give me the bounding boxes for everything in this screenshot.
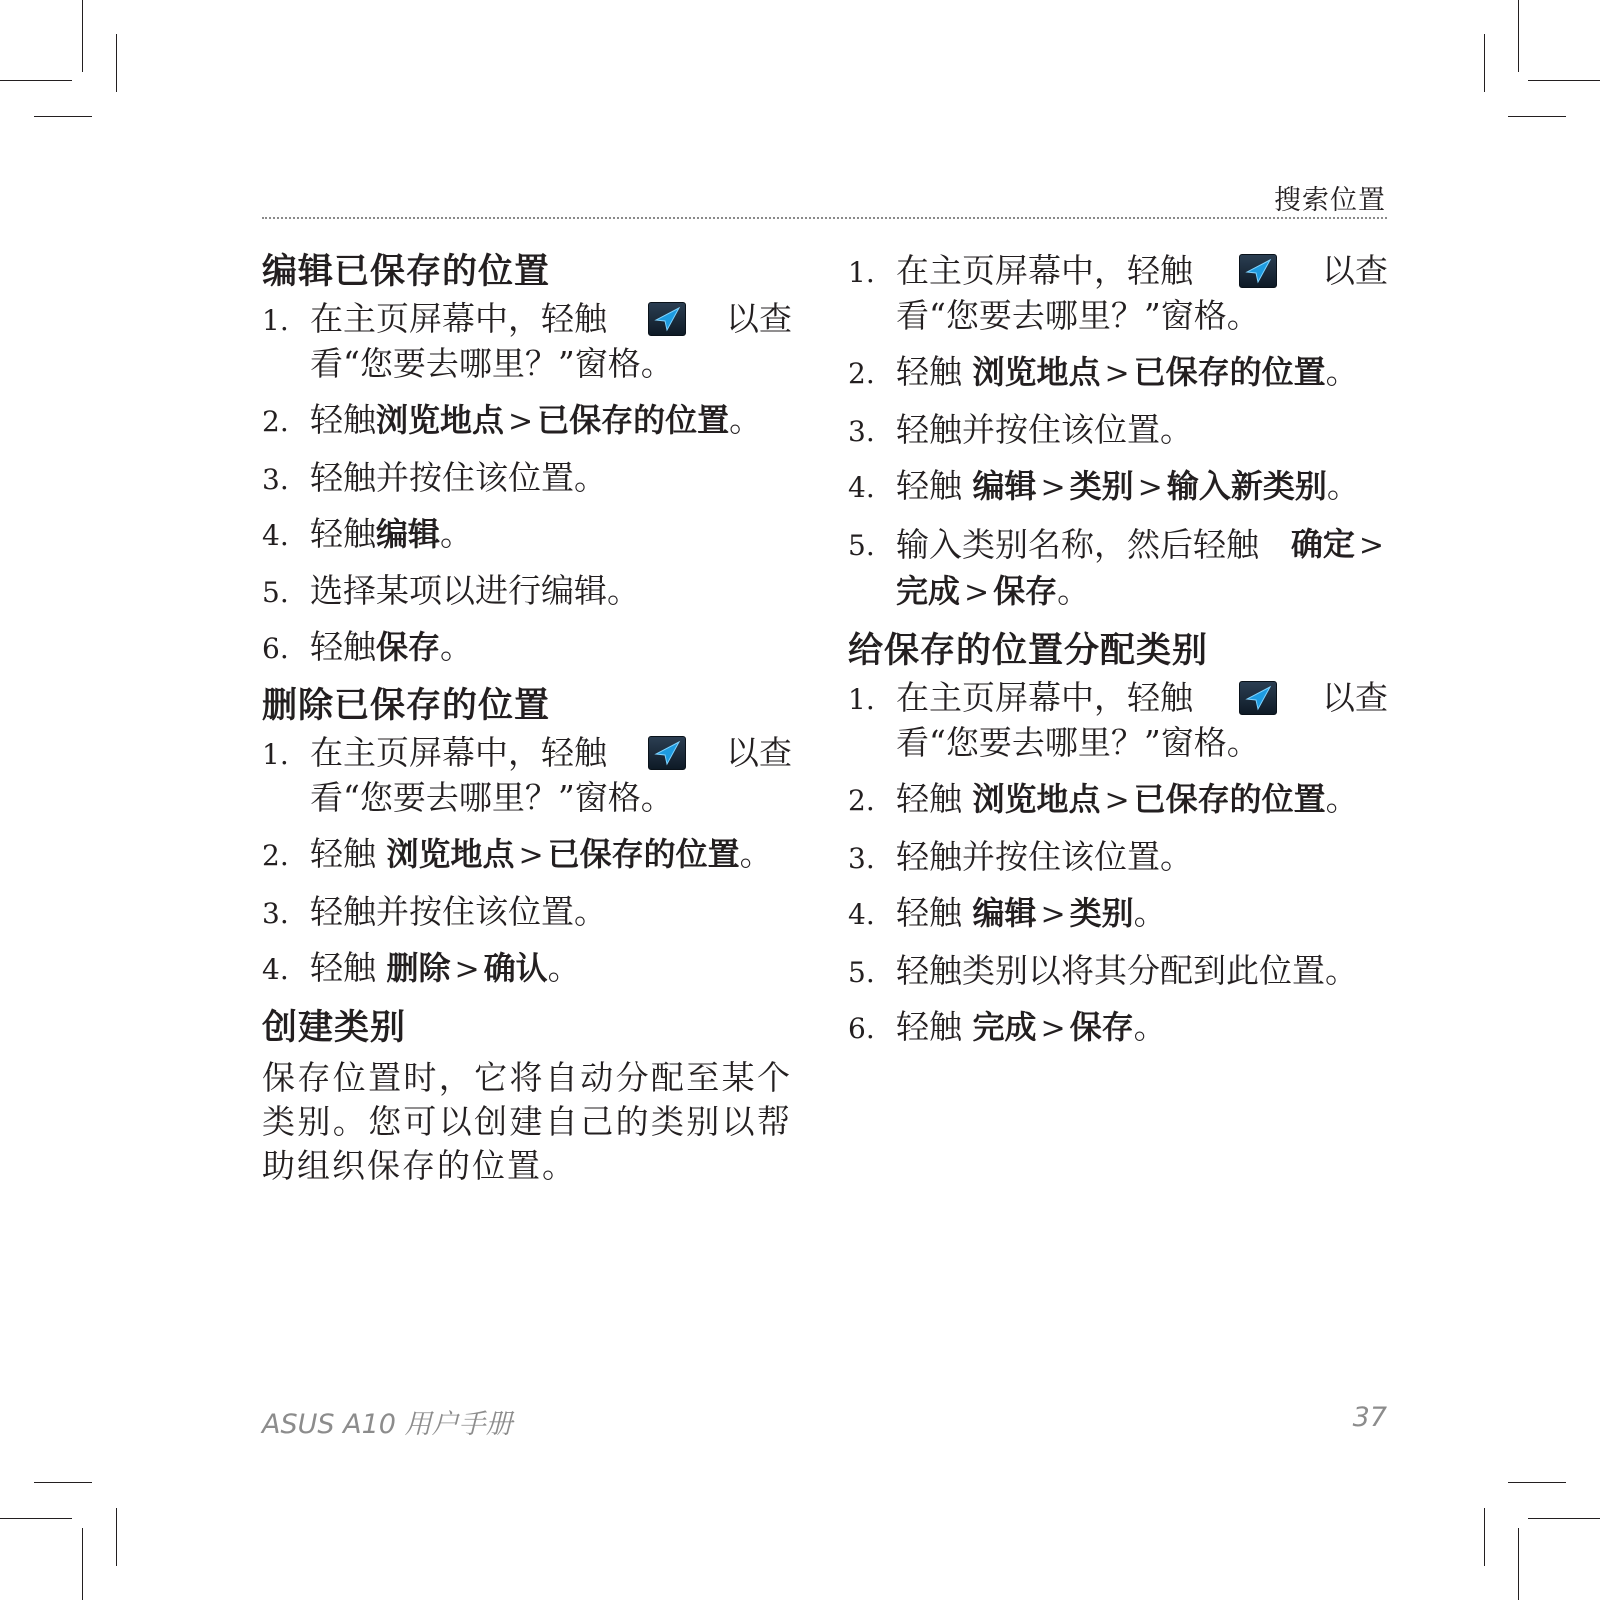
list-item	[848, 948, 1388, 993]
crop-mark	[82, 1528, 83, 1600]
crop-mark	[1518, 1528, 1519, 1600]
list-item	[848, 1004, 1388, 1051]
separator: >	[508, 404, 534, 439]
step-number: 5.	[848, 529, 875, 562]
right-column	[848, 248, 1388, 1062]
step-number: 3.	[262, 897, 289, 930]
section-heading-edit: 编辑已保存的位置	[262, 252, 551, 292]
section-heading-create-category: 创建类别	[262, 1008, 407, 1048]
step-number: 1.	[262, 304, 289, 337]
step-text: 看“您要去哪里？”窗格。	[310, 344, 674, 383]
ui-term: 编辑	[376, 515, 441, 553]
step-text: 轻触	[310, 400, 376, 439]
list-item	[262, 624, 792, 670]
crop-mark	[34, 1482, 92, 1483]
ui-term: 编辑	[972, 894, 1037, 932]
punct: 。	[1057, 571, 1091, 610]
ui-term: 类别	[1069, 467, 1134, 505]
punct: 。	[729, 400, 763, 439]
crop-mark	[1484, 34, 1485, 92]
crop-mark	[1528, 80, 1600, 81]
ui-term: 已保存的位置	[1133, 353, 1326, 391]
ui-term: 完成	[896, 572, 961, 610]
step-text: 看“您要去哪里？”窗格。	[896, 296, 1260, 335]
crop-mark	[1528, 1518, 1600, 1519]
step-text: 轻触并按住该位置。	[310, 458, 607, 497]
section-heading-delete: 删除已保存的位置	[262, 686, 551, 726]
footer-title: ASUS A10 用户手册	[262, 1409, 513, 1440]
step-number: 1.	[262, 738, 289, 771]
list-item	[848, 463, 1388, 510]
list-item	[848, 675, 1388, 765]
step-text: 轻触类别以将其分配到此位置。	[896, 951, 1358, 990]
list-item	[262, 568, 792, 613]
step-number: 5.	[262, 576, 289, 609]
ui-term: 浏览地点	[972, 780, 1101, 818]
left-column	[262, 248, 792, 1188]
running-head: 搜索位置	[1274, 185, 1386, 216]
ui-term: 删除	[386, 949, 451, 987]
step-number: 2.	[262, 839, 289, 872]
ui-term: 已保存的位置	[537, 401, 730, 439]
list-item	[848, 521, 1388, 615]
step-text: 输入类别名称，然后轻触	[896, 525, 1259, 564]
list-item	[262, 397, 792, 444]
step-number: 6.	[262, 632, 289, 665]
separator: >	[1040, 1011, 1066, 1046]
list-item	[262, 831, 792, 878]
crop-mark	[0, 80, 72, 81]
step-number: 6.	[848, 1012, 875, 1045]
step-text: 在主页屏幕中，轻触	[896, 678, 1193, 717]
crop-mark	[34, 116, 92, 117]
steps-delete	[262, 730, 792, 992]
step-text: 在主页屏幕中，轻触	[896, 251, 1193, 290]
ui-term: 类别	[1069, 894, 1134, 932]
list-item	[848, 248, 1388, 338]
list-item	[848, 776, 1388, 823]
crop-mark	[82, 0, 83, 72]
step-number: 3.	[262, 463, 289, 496]
step-text: 轻触	[310, 948, 376, 987]
punct: 。	[440, 514, 474, 553]
step-number: 1.	[848, 683, 875, 716]
punct: 。	[739, 834, 773, 873]
step-number: 4.	[262, 519, 289, 552]
step-text: 选择某项以进行编辑。	[310, 571, 640, 610]
ui-term: 编辑	[972, 467, 1037, 505]
step-number: 4.	[262, 953, 289, 986]
step-text: 以查	[726, 299, 792, 338]
step-text: 看“您要去哪里？”窗格。	[896, 723, 1260, 762]
separator: >	[1104, 783, 1130, 818]
step-text: 轻触并按住该位置。	[310, 892, 607, 931]
navigation-arrow-icon	[648, 302, 686, 336]
navigation-arrow-icon	[1239, 254, 1277, 288]
list-item	[262, 455, 792, 500]
crop-mark	[1508, 116, 1566, 117]
header-rule	[262, 217, 1387, 219]
step-number: 5.	[848, 956, 875, 989]
punct: 。	[1325, 779, 1359, 818]
ui-term: 保存	[1069, 1008, 1134, 1046]
punct: 。	[1133, 1007, 1167, 1046]
list-item	[262, 511, 792, 557]
list-item	[848, 834, 1388, 879]
ui-term: 已保存的位置	[1133, 780, 1326, 818]
separator: >	[1137, 470, 1163, 505]
ui-term: 已保存的位置	[547, 835, 740, 873]
punct: 。	[440, 627, 474, 666]
step-text: 轻触	[896, 893, 962, 932]
step-text: 轻触	[310, 627, 376, 666]
punct: 。	[1133, 893, 1167, 932]
step-text: 看“您要去哪里？”窗格。	[310, 778, 674, 817]
step-text: 在主页屏幕中，轻触	[310, 733, 607, 772]
crop-mark	[1508, 1482, 1566, 1483]
crop-mark	[1484, 1508, 1485, 1566]
step-number: 1.	[848, 256, 875, 289]
list-item	[848, 349, 1388, 396]
list-item	[262, 889, 792, 934]
step-text: 轻触并按住该位置。	[896, 410, 1193, 449]
step-number: 2.	[262, 405, 289, 438]
ui-term: 浏览地点	[386, 835, 515, 873]
crop-mark	[0, 1518, 72, 1519]
steps-create-category	[848, 248, 1388, 615]
separator: >	[1040, 897, 1066, 932]
step-text: 轻触	[310, 514, 376, 553]
step-text: 轻触	[896, 352, 962, 391]
step-text: 以查	[726, 733, 792, 772]
step-text: 以查	[1322, 251, 1388, 290]
step-text: 轻触	[896, 1007, 962, 1046]
step-number: 4.	[848, 471, 875, 504]
page-number: 37	[1352, 1402, 1387, 1433]
separator: >	[1358, 528, 1384, 563]
ui-term: 输入新类别	[1166, 467, 1327, 505]
separator: >	[1104, 356, 1130, 391]
list-item	[848, 407, 1388, 452]
crop-mark	[1518, 0, 1519, 72]
step-number: 4.	[848, 898, 875, 931]
steps-assign-category	[848, 675, 1388, 1051]
ui-term: 浏览地点	[972, 353, 1101, 391]
list-item	[262, 730, 792, 820]
section-heading-assign-category: 给保存的位置分配类别	[848, 631, 1209, 671]
ui-term: 保存	[993, 572, 1058, 610]
step-number: 3.	[848, 842, 875, 875]
body-paragraph: 保存位置时，它将自动分配至某个类别。您可以创建自己的类别以帮助组织保存的位置。	[262, 1058, 792, 1185]
separator: >	[454, 952, 480, 987]
punct: 。	[1326, 466, 1360, 505]
step-text: 轻触并按住该位置。	[896, 837, 1193, 876]
separator: >	[964, 575, 990, 610]
crop-mark	[116, 1508, 117, 1566]
punct: 。	[547, 948, 581, 987]
step-number: 2.	[848, 784, 875, 817]
ui-term: 确认	[483, 949, 548, 987]
ui-term: 浏览地点	[376, 401, 505, 439]
step-number: 3.	[848, 415, 875, 448]
navigation-arrow-icon	[648, 736, 686, 770]
ui-term: 完成	[972, 1008, 1037, 1046]
step-text: 以查	[1322, 678, 1388, 717]
step-text: 轻触	[310, 834, 376, 873]
steps-edit	[262, 296, 792, 670]
crop-mark	[116, 34, 117, 92]
step-text: 轻触	[896, 466, 962, 505]
step-number: 2.	[848, 357, 875, 390]
punct: 。	[1325, 352, 1359, 391]
ui-term: 保存	[376, 628, 441, 666]
list-item	[262, 945, 792, 992]
navigation-arrow-icon	[1239, 681, 1277, 715]
separator: >	[518, 838, 544, 873]
separator: >	[1040, 470, 1066, 505]
list-item	[262, 296, 792, 386]
step-text: 在主页屏幕中，轻触	[310, 299, 607, 338]
step-text: 轻触	[896, 779, 962, 818]
list-item	[848, 890, 1388, 937]
ui-term: 确定	[1290, 525, 1355, 563]
